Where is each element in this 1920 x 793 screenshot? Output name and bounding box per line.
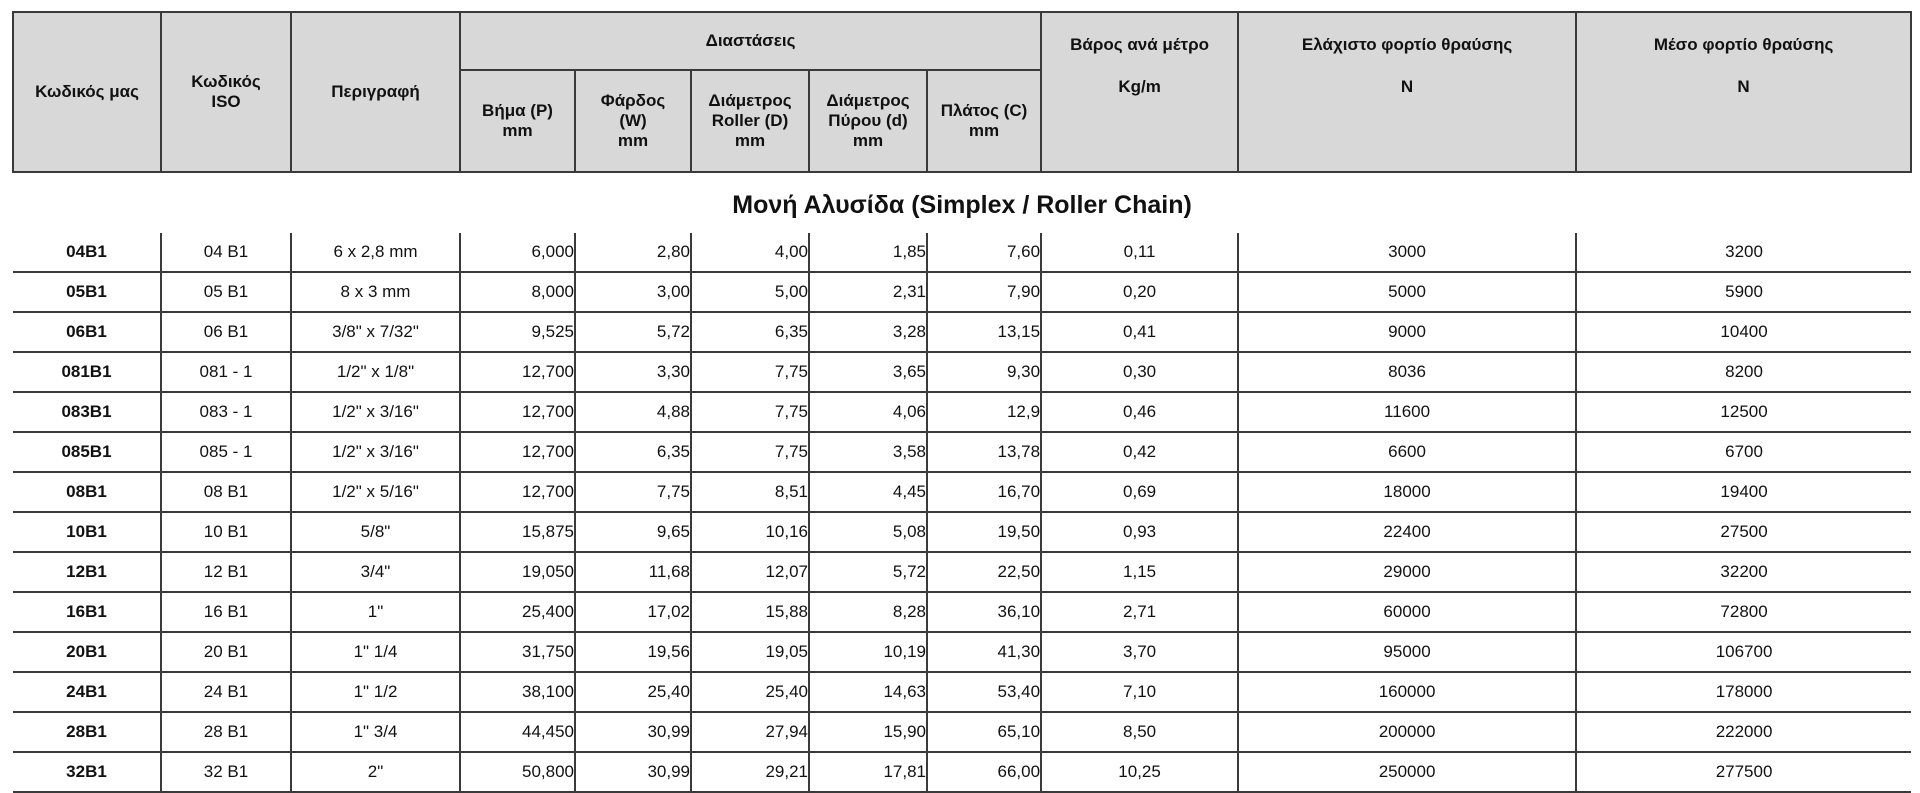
cell-pin: 4,45 bbox=[809, 472, 927, 512]
cell-iso: 06 B1 bbox=[161, 312, 291, 352]
cell-min-break: 22400 bbox=[1238, 512, 1576, 552]
table-row bbox=[13, 472, 1911, 512]
cell-plate: 36,10 bbox=[927, 592, 1041, 632]
cell-pin: 4,06 bbox=[809, 392, 927, 432]
cell-plate: 7,60 bbox=[927, 233, 1041, 272]
table-row bbox=[13, 392, 1911, 432]
cell-weight: 0,30 bbox=[1041, 352, 1238, 392]
cell-pin: 15,90 bbox=[809, 712, 927, 752]
cell-pin: 17,81 bbox=[809, 752, 927, 792]
cell-iso: 085 - 1 bbox=[161, 432, 291, 472]
cell-code: 083B1 bbox=[13, 392, 161, 432]
cell-roller: 5,00 bbox=[691, 272, 809, 312]
table-row bbox=[13, 352, 1911, 392]
cell-weight: 2,71 bbox=[1041, 592, 1238, 632]
cell-weight: 0,20 bbox=[1041, 272, 1238, 312]
header-description: Περιγραφή bbox=[291, 12, 460, 172]
cell-min-break: 29000 bbox=[1238, 552, 1576, 592]
header-iso: Κωδικός ISO bbox=[161, 12, 291, 172]
cell-min-break: 18000 bbox=[1238, 472, 1576, 512]
header-roller: Διάμετρος Roller (D) mm bbox=[691, 70, 809, 172]
cell-code: 06B1 bbox=[13, 312, 161, 352]
cell-roller: 7,75 bbox=[691, 392, 809, 432]
table-row bbox=[13, 632, 1911, 672]
cell-iso: 083 - 1 bbox=[161, 392, 291, 432]
cell-plate: 9,30 bbox=[927, 352, 1041, 392]
cell-min-break: 8036 bbox=[1238, 352, 1576, 392]
cell-pitch: 12,700 bbox=[460, 392, 575, 432]
cell-width: 3,30 bbox=[575, 352, 691, 392]
cell-iso: 08 B1 bbox=[161, 472, 291, 512]
cell-code: 32B1 bbox=[13, 752, 161, 792]
cell-plate: 41,30 bbox=[927, 632, 1041, 672]
cell-code: 16B1 bbox=[13, 592, 161, 632]
header-roller-unit: mm bbox=[734, 130, 766, 150]
cell-pin: 2,31 bbox=[809, 272, 927, 312]
cell-iso: 16 B1 bbox=[161, 592, 291, 632]
cell-plate: 16,70 bbox=[927, 472, 1041, 512]
cell-min-break: 5000 bbox=[1238, 272, 1576, 312]
cell-pin: 5,72 bbox=[809, 552, 927, 592]
cell-min-break: 160000 bbox=[1238, 672, 1576, 712]
cell-width: 19,56 bbox=[575, 632, 691, 672]
header-width-unit: mm bbox=[617, 130, 649, 150]
table-row bbox=[13, 592, 1911, 632]
cell-weight: 7,10 bbox=[1041, 672, 1238, 712]
header-avg-break-unit: N bbox=[1737, 77, 1750, 96]
cell-description: 3/4" bbox=[291, 552, 460, 592]
cell-width: 7,75 bbox=[575, 472, 691, 512]
cell-pin: 14,63 bbox=[809, 672, 927, 712]
cell-roller: 7,75 bbox=[691, 352, 809, 392]
cell-weight: 0,42 bbox=[1041, 432, 1238, 472]
cell-width: 4,88 bbox=[575, 392, 691, 432]
cell-iso: 04 B1 bbox=[161, 233, 291, 272]
cell-pitch: 12,700 bbox=[460, 432, 575, 472]
cell-width: 2,80 bbox=[575, 233, 691, 272]
cell-weight: 0,46 bbox=[1041, 392, 1238, 432]
cell-iso: 20 B1 bbox=[161, 632, 291, 672]
cell-min-break: 3000 bbox=[1238, 233, 1576, 272]
table-row bbox=[13, 712, 1911, 752]
cell-roller: 4,00 bbox=[691, 233, 809, 272]
cell-width: 9,65 bbox=[575, 512, 691, 552]
header-pin: Διάμετρος Πύρου (d) mm bbox=[809, 70, 927, 172]
cell-code: 20B1 bbox=[13, 632, 161, 672]
header-avg-break: Μέσο φορτίο θραύσης N bbox=[1576, 12, 1911, 172]
header-plate-unit: mm bbox=[968, 120, 1000, 140]
cell-min-break: 200000 bbox=[1238, 712, 1576, 752]
cell-description: 1" bbox=[291, 592, 460, 632]
header-min-break-unit: N bbox=[1400, 77, 1414, 96]
cell-code: 12B1 bbox=[13, 552, 161, 592]
cell-description: 6 x 2,8 mm bbox=[291, 233, 460, 272]
header-weight-unit: Kg/m bbox=[1118, 77, 1161, 96]
table-row bbox=[13, 752, 1911, 792]
table-row bbox=[13, 272, 1911, 312]
cell-avg-break: 277500 bbox=[1576, 752, 1911, 792]
cell-iso: 12 B1 bbox=[161, 552, 291, 592]
cell-plate: 66,00 bbox=[927, 752, 1041, 792]
cell-width: 11,68 bbox=[575, 552, 691, 592]
cell-code: 10B1 bbox=[13, 512, 161, 552]
cell-pitch: 12,700 bbox=[460, 352, 575, 392]
cell-avg-break: 178000 bbox=[1576, 672, 1911, 712]
cell-pin: 5,08 bbox=[809, 512, 927, 552]
cell-weight: 0,93 bbox=[1041, 512, 1238, 552]
cell-pitch: 25,400 bbox=[460, 592, 575, 632]
cell-description: 1" 3/4 bbox=[291, 712, 460, 752]
cell-description: 5/8" bbox=[291, 512, 460, 552]
cell-avg-break: 5900 bbox=[1576, 272, 1911, 312]
table-row bbox=[13, 312, 1911, 352]
cell-width: 5,72 bbox=[575, 312, 691, 352]
cell-plate: 19,50 bbox=[927, 512, 1041, 552]
cell-roller: 12,07 bbox=[691, 552, 809, 592]
cell-roller: 7,75 bbox=[691, 432, 809, 472]
header-dimensions: Διαστάσεις bbox=[460, 12, 1041, 70]
cell-min-break: 11600 bbox=[1238, 392, 1576, 432]
header-weight: Βάρος ανά μέτρο Kg/m bbox=[1041, 12, 1238, 172]
cell-code: 08B1 bbox=[13, 472, 161, 512]
cell-min-break: 60000 bbox=[1238, 592, 1576, 632]
cell-pin: 1,85 bbox=[809, 233, 927, 272]
cell-weight: 10,25 bbox=[1041, 752, 1238, 792]
cell-description: 8 x 3 mm bbox=[291, 272, 460, 312]
cell-pin: 10,19 bbox=[809, 632, 927, 672]
cell-avg-break: 10400 bbox=[1576, 312, 1911, 352]
header-plate: Πλάτος (C) mm bbox=[927, 70, 1041, 172]
cell-avg-break: 32200 bbox=[1576, 552, 1911, 592]
cell-pitch: 31,750 bbox=[460, 632, 575, 672]
cell-roller: 27,94 bbox=[691, 712, 809, 752]
cell-plate: 13,78 bbox=[927, 432, 1041, 472]
cell-pin: 3,65 bbox=[809, 352, 927, 392]
table-row bbox=[13, 233, 1911, 272]
cell-plate: 65,10 bbox=[927, 712, 1041, 752]
cell-plate: 22,50 bbox=[927, 552, 1041, 592]
cell-roller: 6,35 bbox=[691, 312, 809, 352]
cell-width: 6,35 bbox=[575, 432, 691, 472]
cell-weight: 0,11 bbox=[1041, 233, 1238, 272]
cell-plate: 13,15 bbox=[927, 312, 1041, 352]
cell-avg-break: 6700 bbox=[1576, 432, 1911, 472]
cell-iso: 05 B1 bbox=[161, 272, 291, 312]
cell-iso: 32 B1 bbox=[161, 752, 291, 792]
header-pin-unit: mm bbox=[852, 130, 884, 150]
section-title: Μονή Αλυσίδα (Simplex / Roller Chain) bbox=[13, 172, 1911, 233]
cell-width: 30,99 bbox=[575, 712, 691, 752]
cell-description: 1/2" x 5/16" bbox=[291, 472, 460, 512]
cell-iso: 10 B1 bbox=[161, 512, 291, 552]
cell-pitch: 44,450 bbox=[460, 712, 575, 752]
header-pitch-unit: mm bbox=[502, 120, 533, 140]
cell-weight: 0,41 bbox=[1041, 312, 1238, 352]
roller-chain-spec-table bbox=[12, 11, 1912, 793]
cell-code: 28B1 bbox=[13, 712, 161, 752]
table-row bbox=[13, 512, 1911, 552]
cell-code: 04B1 bbox=[13, 233, 161, 272]
cell-code: 081B1 bbox=[13, 352, 161, 392]
cell-pitch: 38,100 bbox=[460, 672, 575, 712]
cell-description: 2" bbox=[291, 752, 460, 792]
cell-weight: 1,15 bbox=[1041, 552, 1238, 592]
cell-iso: 28 B1 bbox=[161, 712, 291, 752]
cell-roller: 19,05 bbox=[691, 632, 809, 672]
cell-code: 085B1 bbox=[13, 432, 161, 472]
header-pitch: Βήμα (P) mm bbox=[460, 70, 575, 172]
cell-avg-break: 3200 bbox=[1576, 233, 1911, 272]
cell-min-break: 9000 bbox=[1238, 312, 1576, 352]
cell-weight: 0,69 bbox=[1041, 472, 1238, 512]
cell-width: 17,02 bbox=[575, 592, 691, 632]
cell-roller: 15,88 bbox=[691, 592, 809, 632]
cell-roller: 29,21 bbox=[691, 752, 809, 792]
cell-pitch: 8,000 bbox=[460, 272, 575, 312]
cell-description: 1" 1/4 bbox=[291, 632, 460, 672]
header-code: Κωδικός μας bbox=[13, 12, 161, 172]
cell-pin: 3,28 bbox=[809, 312, 927, 352]
cell-pitch: 19,050 bbox=[460, 552, 575, 592]
table-row bbox=[13, 432, 1911, 472]
cell-code: 05B1 bbox=[13, 272, 161, 312]
cell-pitch: 50,800 bbox=[460, 752, 575, 792]
cell-description: 1/2" x 3/16" bbox=[291, 432, 460, 472]
cell-width: 25,40 bbox=[575, 672, 691, 712]
cell-iso: 24 B1 bbox=[161, 672, 291, 712]
cell-min-break: 250000 bbox=[1238, 752, 1576, 792]
cell-pitch: 9,525 bbox=[460, 312, 575, 352]
cell-roller: 8,51 bbox=[691, 472, 809, 512]
cell-iso: 081 - 1 bbox=[161, 352, 291, 392]
cell-roller: 25,40 bbox=[691, 672, 809, 712]
cell-min-break: 6600 bbox=[1238, 432, 1576, 472]
cell-plate: 7,90 bbox=[927, 272, 1041, 312]
header-min-break: Ελάχιστο φορτίο θραύσης N bbox=[1238, 12, 1576, 172]
cell-description: 1/2" x 3/16" bbox=[291, 392, 460, 432]
cell-pin: 3,58 bbox=[809, 432, 927, 472]
cell-width: 3,00 bbox=[575, 272, 691, 312]
cell-description: 1" 1/2 bbox=[291, 672, 460, 712]
cell-pin: 8,28 bbox=[809, 592, 927, 632]
cell-code: 24B1 bbox=[13, 672, 161, 712]
cell-weight: 8,50 bbox=[1041, 712, 1238, 752]
cell-pitch: 12,700 bbox=[460, 472, 575, 512]
table-row bbox=[13, 552, 1911, 592]
cell-description: 3/8" x 7/32" bbox=[291, 312, 460, 352]
cell-avg-break: 106700 bbox=[1576, 632, 1911, 672]
table-row bbox=[13, 672, 1911, 712]
cell-min-break: 95000 bbox=[1238, 632, 1576, 672]
header-width: Φάρδος (W) mm bbox=[575, 70, 691, 172]
cell-pitch: 6,000 bbox=[460, 233, 575, 272]
cell-avg-break: 8200 bbox=[1576, 352, 1911, 392]
cell-avg-break: 72800 bbox=[1576, 592, 1911, 632]
cell-avg-break: 222000 bbox=[1576, 712, 1911, 752]
cell-avg-break: 19400 bbox=[1576, 472, 1911, 512]
cell-description: 1/2" x 1/8" bbox=[291, 352, 460, 392]
cell-pitch: 15,875 bbox=[460, 512, 575, 552]
cell-roller: 10,16 bbox=[691, 512, 809, 552]
cell-avg-break: 12500 bbox=[1576, 392, 1911, 432]
cell-avg-break: 27500 bbox=[1576, 512, 1911, 552]
cell-plate: 53,40 bbox=[927, 672, 1041, 712]
cell-width: 30,99 bbox=[575, 752, 691, 792]
cell-plate: 12,9 bbox=[927, 392, 1041, 432]
cell-weight: 3,70 bbox=[1041, 632, 1238, 672]
